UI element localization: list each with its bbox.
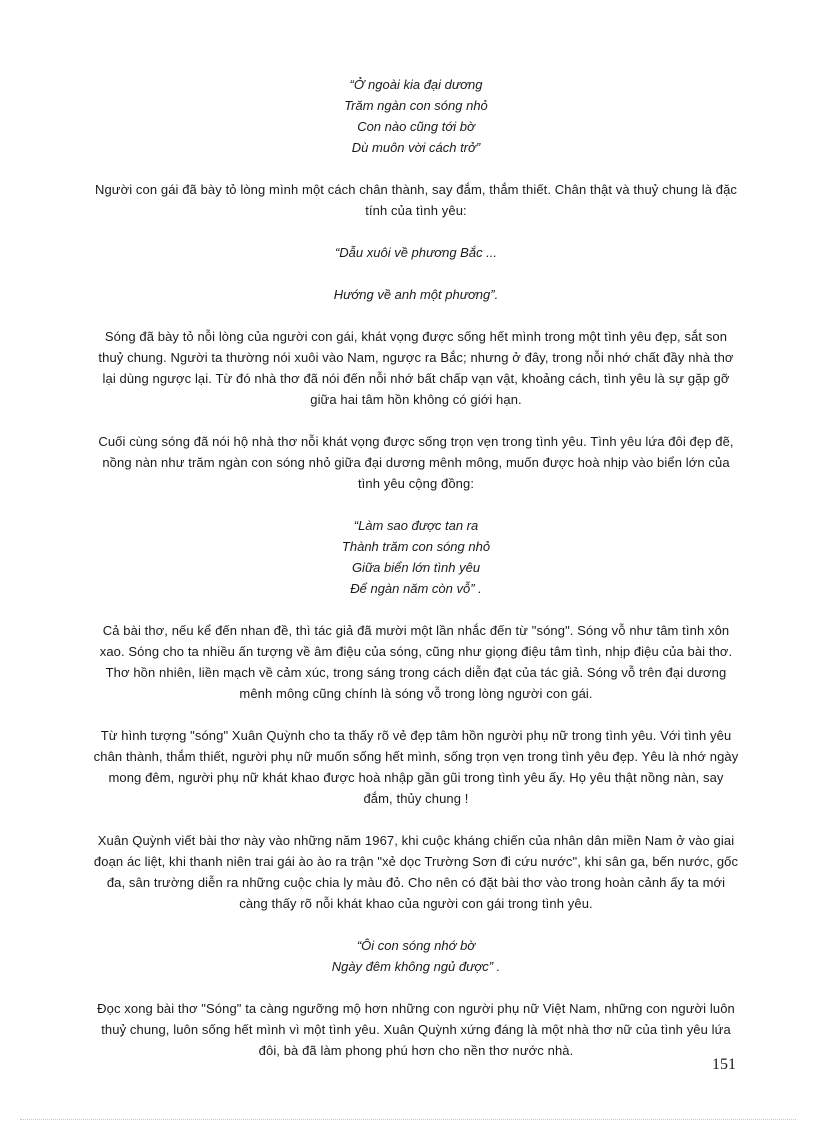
poem-line: “Ôi con sóng nhớ bờ [356, 938, 476, 953]
poem-line: Con nào cũng tới bờ [357, 119, 475, 134]
poem-line: Để ngàn năm còn vỗ” . [350, 581, 482, 596]
poem-line: Hướng về anh một phương”. [333, 287, 499, 302]
paragraph-5: Từ hình tượng "sóng" Xuân Quỳnh cho ta thấy rõ vẻ đẹp tâm hồn người phụ nữ trong tình yêu. Với tình yêu chân thành, thắm thiết, người phụ nữ muốn sống hết mình, sống trọn vẹn trong tình yêu đẹp. Yêu là nhớ ngày mong đêm, người phụ nữ khát khao được hoà nhập gần gũi trong tình yêu ấy. Họ yêu thật nồng nàn, say đắm, thủy chung ! [93, 728, 739, 806]
page-bottom-divider [20, 1119, 796, 1120]
poem-line: “Ở ngoài kia đại dương [349, 77, 483, 92]
poem-quote-3 [92, 515, 740, 599]
paragraph-1: Người con gái đã bày tỏ lòng mình một cách chân thành, say đắm, thắm thiết. Chân thật và thuỷ chung là đặc tính của tình yêu: [94, 182, 738, 218]
poem-line: “Dẫu xuôi về phương Bắc ... [334, 245, 498, 260]
poem-quote-2 [92, 242, 740, 305]
poem-line: Trăm ngàn con sóng nhỏ [344, 98, 488, 113]
paragraph-7: Đọc xong bài thơ "Sóng" ta càng ngưỡng mộ hơn những con người phụ nữ Việt Nam, những con người luôn thuỷ chung, luôn sống hết mình vì một tình yêu. Xuân Quỳnh xứng đáng là một nhà thơ nữ của tình yêu lứa đôi, bà đã làm phong phú hơn cho nền thơ nước nhà. [97, 1001, 735, 1058]
poem-line: Ngày đêm không ngủ được” . [331, 959, 501, 974]
paragraph-3: Cuối cùng sóng đã nói hộ nhà thơ nỗi khát vọng được sống trọn vẹn trong tình yêu. Tình yêu lứa đôi đẹp đẽ, nồng nàn như trăm ngàn con sóng nhỏ giữa đại dương mênh mông, muốn được hoà nhịp vào biển lớn của tình yêu cộng đồng: [98, 434, 734, 491]
poem-line: Giữa biển lớn tình yêu [351, 560, 481, 575]
poem-line: Dù muôn vời cách trở” [351, 140, 481, 155]
paragraph-6: Xuân Quỳnh viết bài thơ này vào những năm 1967, khi cuộc kháng chiến của nhân dân miền Nam ở vào giai đoạn ác liệt, khi thanh niên trai gái ào ào ra trận "xẻ dọc Trường Sơn đi cứu nước", khi sân ga, bến nước, gốc đa, sân trường diễn ra những cuộc chia ly màu đỏ. Cho nên có đặt bài thơ vào trong hoàn cảnh ấy ta mới càng thấy rõ nỗi khát khao của người con gái trong tình yêu. [93, 833, 739, 911]
poem-quote-4 [92, 935, 740, 977]
paragraph-2: Sóng đã bày tỏ nỗi lòng của người con gái, khát vọng được sống hết mình trong một tình yêu đẹp, sắt son thuỷ chung. Người ta thường nói xuôi vào Nam, ngược ra Bắc; nhưng ở đây, trong nỗi nhớ chất đầy nhà thơ lại dùng ngược lại. Từ đó nhà thơ đã nói đến nỗi nhớ bất chấp vạn vật, khoảng cách, tình yêu là sự gặp gỡ giữa hai tâm hồn không có giới hạn. [98, 329, 734, 407]
paragraph-4: Cả bài thơ, nếu kể đến nhan đề, thì tác giả đã mười một lần nhắc đến từ "sóng". Sóng vỗ như tâm tình xôn xao. Sóng cho ta nhiều ấn tượng về âm điệu của sóng, cũng như giọng điệu tâm tình, nhịp điệu của bài thơ. Thơ hồn nhiên, liền mạch về cảm xúc, trong sáng trong cách diễn đạt của tác giả. Sóng vỗ trên đại dương mênh mông cũng chính là sóng vỗ trong lòng người con gái. [99, 623, 733, 701]
poem-line: Thành trăm con sóng nhỏ [341, 539, 491, 554]
poem-quote-1 [92, 74, 740, 158]
page-content [92, 74, 740, 1061]
poem-line: “Làm sao được tan ra [353, 518, 479, 533]
page-number: 151 [712, 1056, 736, 1073]
